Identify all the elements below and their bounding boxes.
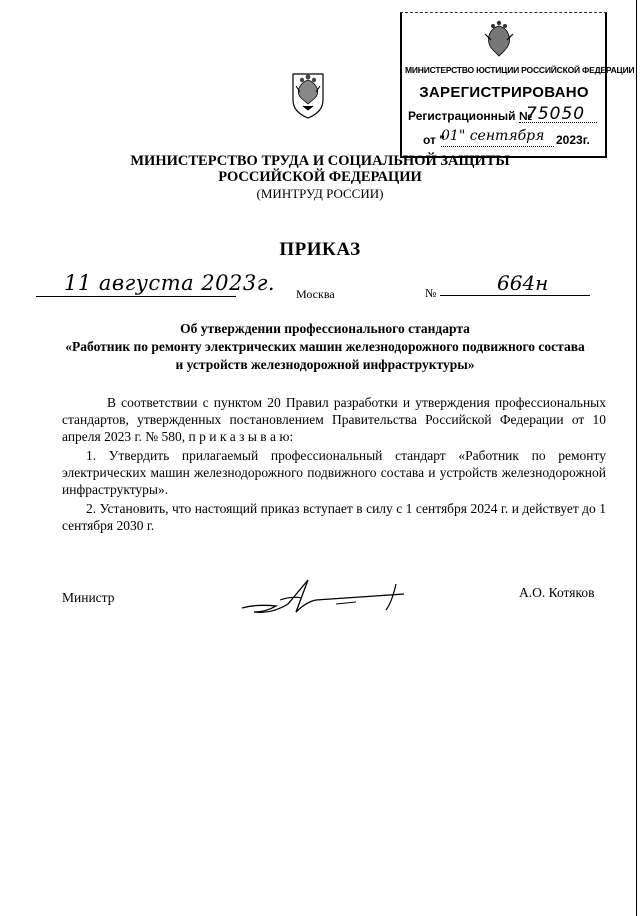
stamp-from-label: от "	[423, 133, 445, 147]
stamp-registration-number: 75050	[526, 104, 586, 124]
stamp-eagle-icon	[481, 20, 517, 60]
coat-of-arms-icon	[287, 66, 329, 120]
scan-edge-line	[636, 0, 637, 916]
stamp-date: 01" сентября	[441, 128, 545, 144]
signatory-position: Министр	[62, 590, 115, 605]
order-subject	[60, 320, 590, 374]
handwritten-signature	[236, 574, 416, 622]
stamp-number-underline	[519, 122, 597, 123]
paragraph-item-2: 2. Установить, что настоящий приказ вступает в силу с 1 сентября 2024 г. и действует до 1 сентября 2030 г.	[62, 501, 606, 533]
paragraph-item-1: 1. Утвердить прилагаемый профессиональный стандарт «Работник по ремонту электрических машин железнодорожного подвижного состава и устройств железнодорожной инфраструктуры».	[62, 448, 606, 497]
subject-line-1: Об утверждении профессионального стандарта	[180, 321, 470, 336]
order-number: 664н	[497, 271, 549, 295]
stamp-date-underline	[441, 146, 554, 147]
stamp-registration-label: Регистрационный №	[408, 109, 533, 123]
date-underline	[36, 296, 236, 297]
page-title: ПРИКАЗ	[279, 239, 361, 260]
signatory-name: А.О. Котяков	[519, 585, 595, 600]
order-city: Москва	[296, 287, 335, 301]
stamp-ministry-name: МИНИСТЕРСТВО ЮСТИЦИИ РОССИЙСКОЙ ФЕДЕРАЦИИ	[405, 65, 635, 75]
stamp-registered-label: ЗАРЕГИСТРИРОВАНО	[419, 84, 589, 101]
subject-line-2: «Работник по ремонту электрических машин железнодорожного подвижного состава и устройств железнодорожной инфраструктуры»	[65, 339, 585, 372]
number-underline	[440, 295, 590, 296]
number-sign: №	[425, 286, 437, 300]
stamp-year: 2023г.	[556, 133, 590, 147]
ministry-short-name: (МИНТРУД РОССИИ)	[256, 186, 384, 201]
order-date: 11 августа 2023г.	[64, 271, 276, 295]
ministry-name: МИНИСТЕРСТВО ТРУДА И СОЦИАЛЬНОЙ ЗАЩИТЫ РОССИЙСКОЙ ФЕДЕРАЦИИ	[130, 153, 510, 185]
paragraph-preamble: В соответствии с пунктом 20 Правил разработки и утверждения профессиональных стандартов, утвержденных постановлением Правительства Российской Федерации от 10 апреля 2023 г. № 580, п р и к а з ы в а ю:	[62, 395, 606, 444]
